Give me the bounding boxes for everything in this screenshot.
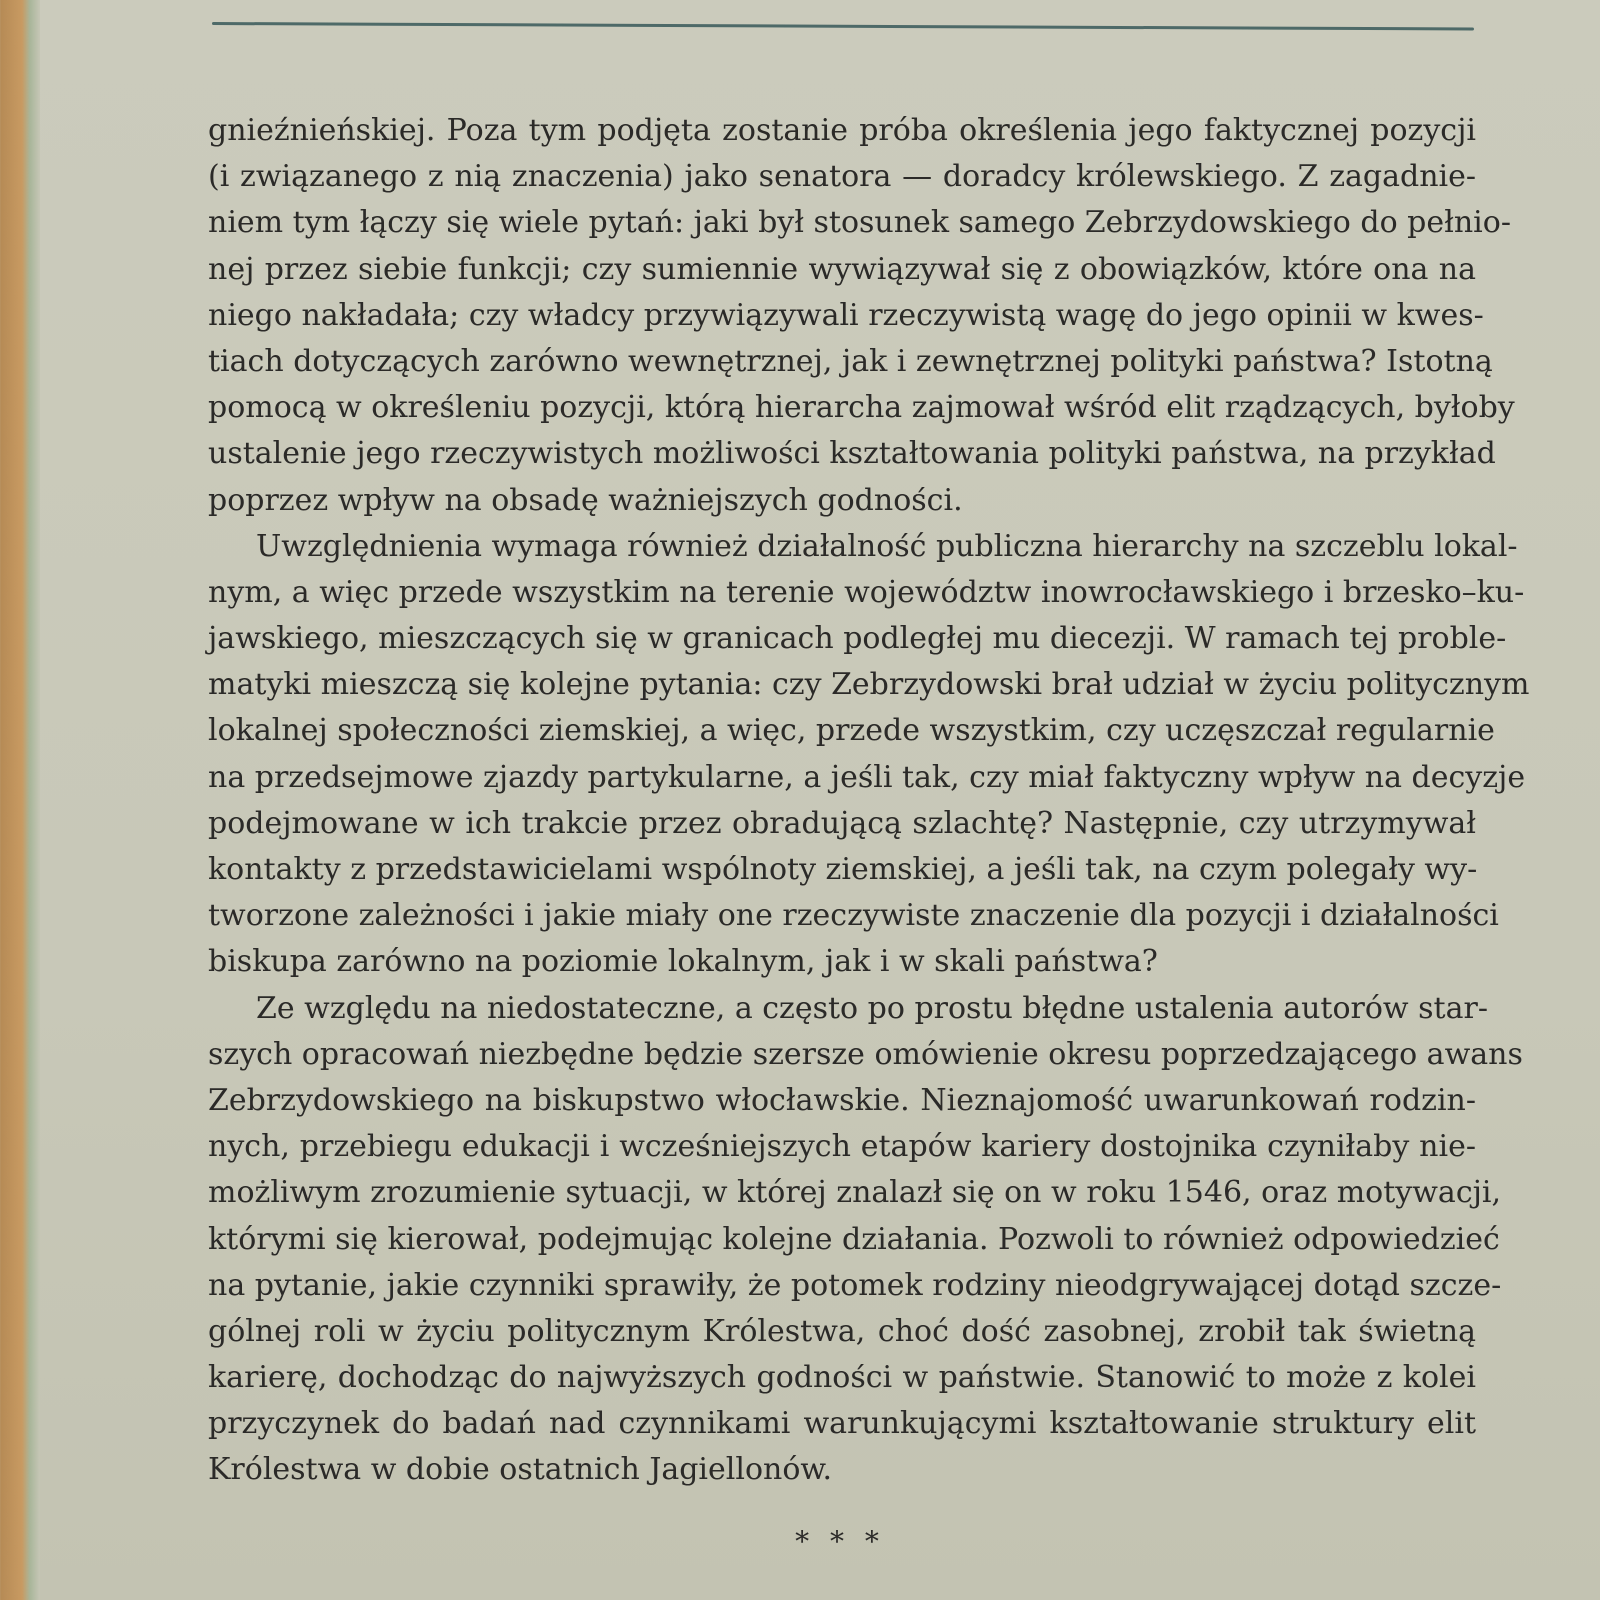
text-line: Zebrzydowskiego na biskupstwo włocławskie. Nieznajomość uwarunkowań rodzin- [208,1082,1476,1118]
text-line: możliwym zrozumienie sytuacji, w której znalazł się on w roku 1546, oraz motywacji, [208,1175,1502,1211]
text-line: poprzez wpływ na obsadę ważniejszych godności. [208,482,963,518]
text-line: (i związanego z nią znaczenia) jako senatora — doradcy królewskiego. Z zagadnie- [208,159,1476,195]
text-line: karierę, dochodząc do najwyższych godności w państwie. Stanowić to może z kolei [208,1360,1476,1396]
text-line: kontakty z przedstawicielami wspólnoty ziemskiej, a jeśli tak, na czym polegały wy- [208,852,1478,887]
text-line: lokalnej społeczności ziemskiej, a więc, przede wszystkim, czy uczęszczał regularnie [208,713,1495,749]
text-line: na pytanie, jakie czynniki sprawiły, że potomek rodziny nieodgrywającej dotąd szcze- [208,1267,1502,1303]
section-break: * * * [795,1525,885,1558]
header-rule [212,22,1474,31]
text-line: na przedsejmowe zjazdy partykularne, a jeśli tak, czy miał faktyczny wpływ na decyzje [208,759,1526,795]
text-line: którymi się kierował, podejmując kolejne działania. Pozwoli to również odpowiedzieć [208,1221,1500,1257]
paragraph [208,524,1530,986]
text-line: niem tym łączy się wiele pytań: jaki był stosunek samego Zebrzydowskiego do pełnio- [208,205,1511,241]
text-line: podejmowane w ich trakcie przez obradującą szlachtę? Następnie, czy utrzymywał [208,805,1476,841]
text-line: niego nakładała; czy władcy przywiązywali rzeczywistą wagę do jego opinii w kwes- [208,297,1484,333]
text-line: gólnej roli w życiu politycznym Królestwa, choć dość zasobnej, zrobił tak świetną [208,1313,1476,1349]
text-line: pomocą w określeniu pozycji, którą hierarcha zajmował wśród elit rządzących, byłoby [208,390,1515,426]
text-line: jawskiego, mieszczących się w granicach podległej mu diecezji. W ramach tej proble- [208,621,1507,657]
text-line: biskupa zarówno na poziomie lokalnym, jak i w skali państwa? [208,944,1158,980]
text-line: nych, przebiegu edukacji i wcześniejszych etapów kariery dostojnika czyniłaby nie- [208,1129,1476,1165]
text-line: gnieźnieńskiej. Poza tym podjęta zostanie próba określenia jego faktycznej pozycji [208,113,1476,148]
text-line: przyczynek do badań nad czynnikami warunkującymi kształtowanie struktury elit [208,1406,1476,1442]
text-line: Ze względu na niedostateczne, a często po prostu błędne ustalenia autorów star- [256,990,1488,1026]
paragraph [208,108,1515,524]
text-line: nym, a więc przede wszystkim na terenie województw inowrocławskiego i brzesko–ku- [208,574,1525,610]
text-line: tiach dotyczących zarówno wewnętrznej, jak i zewnętrznej polityki państwa? Istotną [208,343,1493,379]
text-line: Uwzględnienia wymaga również działalność publiczna hierarchy na szczeblu lokal- [256,528,1518,564]
text-line: Królestwa w dobie ostatnich Jagiellonów. [208,1452,833,1488]
body-text [208,108,1530,1494]
text-line: nej przez siebie funkcji; czy sumiennie wywiązywał się z obowiązków, które ona na [208,251,1476,287]
paragraph [208,986,1523,1494]
text-line: ustalenie jego rzeczywistych możliwości kształtowania polityki państwa, na przykład [208,436,1496,472]
text-line: matyki mieszczą się kolejne pytania: czy Zebrzydowski brał udział w życiu politycznym [208,667,1530,703]
text-line: tworzone zależności i jakie miały one rzeczywiste znaczenie dla pozycji i działalności [208,898,1499,934]
text-line: szych opracowań niezbędne będzie szersze omówienie okresu poprzedzającego awans [208,1036,1523,1072]
